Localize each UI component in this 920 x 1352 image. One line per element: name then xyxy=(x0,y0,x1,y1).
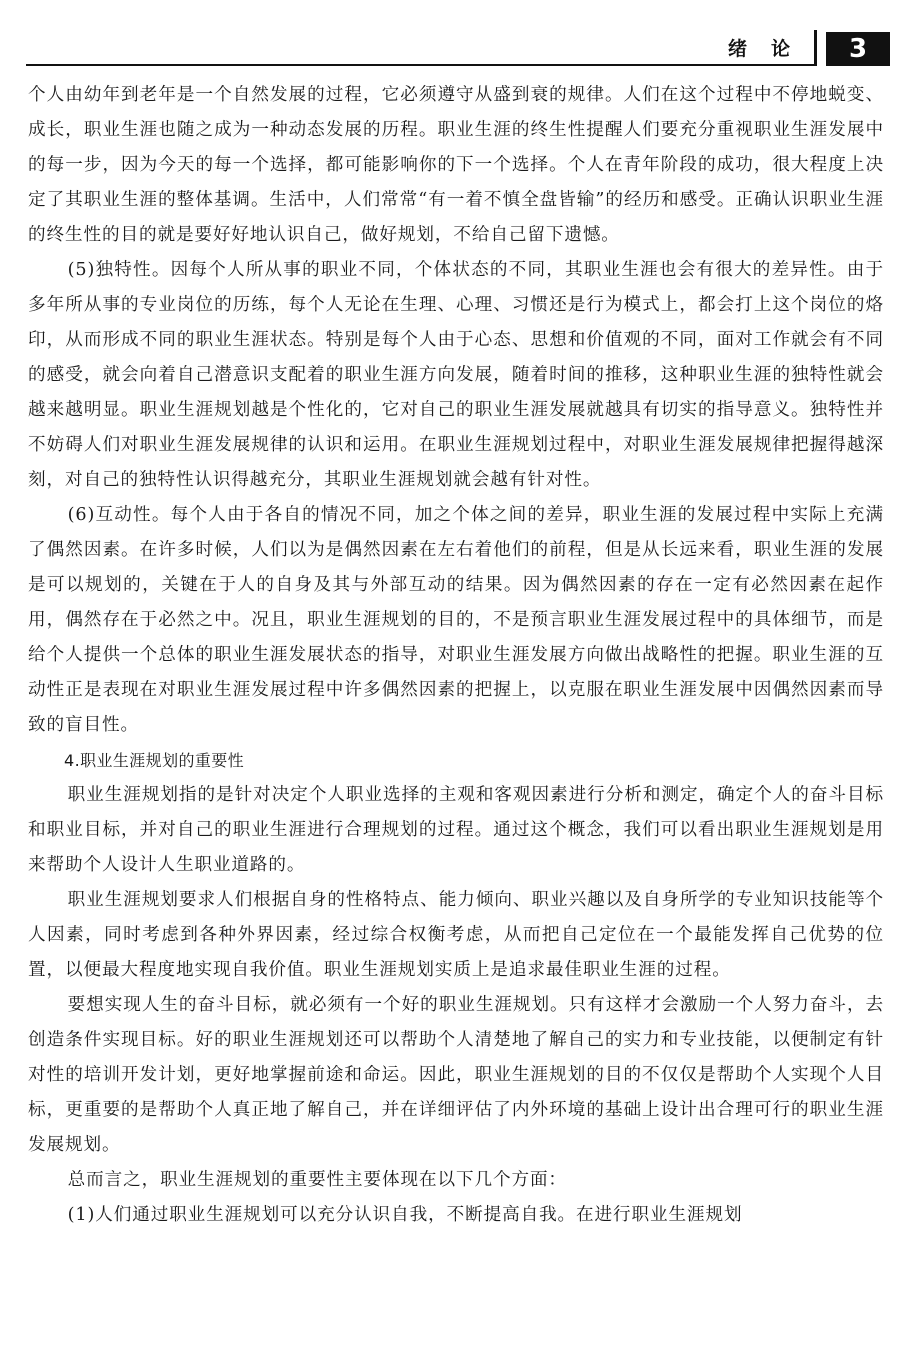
page-body xyxy=(28,78,884,1233)
header-vertical-bar xyxy=(814,30,817,66)
paragraph-goals: 要想实现人生的奋斗目标，就必须有一个好的职业生涯规划。只有这样才会激励一个人努力奋斗，去创造条件实现目标。好的职业生涯规划还可以帮助个人清楚地了解自己的实力和专业技能，以便制定有针对性的培训开发计划，更好地掌握前途和命运。因此，职业生涯规划的目的不仅仅是帮助个人实现个人目标，更重要的是帮助个人真正地了解自己，并在详细评估了内外环境的基础上设计出合理可行的职业生涯发展规划。 xyxy=(28,995,884,1155)
paragraph-continuation: 个人由幼年到老年是一个自然发展的过程，它必须遵守从盛到衰的规律。人们在这个过程中不停地蜕变、成长，职业生涯也随之成为一种动态发展的历程。职业生涯的终生性提醒人们要充分重视职业生涯发展中的每一步，因为今天的每一个选择，都可能影响你的下一个选择。个人在青年阶段的成功，很大程度上决定了其职业生涯的整体基调。生活中，人们常常“有一着不慎全盘皆输”的经历和感受。正确认识职业生涯的终生性的目的就是要好好地认识自己，做好规划，不给自己留下遗憾。 xyxy=(28,85,884,245)
page-number: 3 xyxy=(826,32,890,66)
page-header xyxy=(0,0,920,66)
header-divider xyxy=(26,64,814,66)
chapter-title: 绪论 xyxy=(727,38,814,60)
paragraph-definition: 职业生涯规划指的是针对决定个人职业选择的主观和客观因素进行分析和测定，确定个人的奋斗目标和职业目标，并对自己的职业生涯进行合理规划的过程。通过这个概念，我们可以看出职业生涯规划是用来帮助个人设计人生职业道路的。 xyxy=(28,785,884,875)
paragraph-requirements: 职业生涯规划要求人们根据自身的性格特点、能力倾向、职业兴趣以及自身所学的专业知识技能等个人因素，同时考虑到各种外界因素，经过综合权衡考虑，从而把自己定位在一个最能发挥自己优势的位置，以便最大程度地实现自我价值。职业生涯规划实质上是追求最佳职业生涯的过程。 xyxy=(28,890,884,980)
paragraph-interactivity: (6)互动性。每个人由于各自的情况不同，加之个体之间的差异，职业生涯的发展过程中实际上充满了偶然因素。在许多时候，人们以为是偶然因素在左右着他们的前程，但是从长远来看，职业生涯的发展是可以规划的，关键在于人的自身及其与外部互动的结果。因为偶然因素的存在一定有必然因素在起作用，偶然存在于必然之中。况且，职业生涯规划的目的，不是预言职业生涯发展过程中的具体细节，而是给个人提供一个总体的职业生涯发展状态的指导，对职业生涯发展方向做出战略性的把握。职业生涯的互动性正是表现在对职业生涯发展过程中许多偶然因素的把握上，以克服在职业生涯发展中因偶然因素而导致的盲目性。 xyxy=(28,505,884,735)
paragraph-point-1: (1)人们通过职业生涯规划可以充分认识自我，不断提高自我。在进行职业生涯规划 xyxy=(67,1205,743,1225)
section-heading: 4.职业生涯规划的重要性 xyxy=(64,751,245,770)
paragraph-summary: 总而言之，职业生涯规划的重要性主要体现在以下几个方面： xyxy=(67,1170,567,1190)
paragraph-uniqueness: (5)独特性。因每个人所从事的职业不同，个体状态的不同，其职业生涯也会有很大的差异性。由于多年所从事的专业岗位的历练，每个人无论在生理、心理、习惯还是行为模式上，都会打上这个岗位的烙印，从而形成不同的职业生涯状态。特别是每个人由于心态、思想和价值观的不同，面对工作就会有不同的感受，就会向着自己潜意识支配着的职业生涯方向发展，随着时间的推移，这种职业生涯的独特性就会越来越明显。职业生涯规划越是个性化的，它对自己的职业生涯发展就越具有切实的指导意义。独特性并不妨碍人们对职业生涯发展规律的认识和运用。在职业生涯规划过程中，对职业生涯发展规律把握得越深刻，对自己的独特性认识得越充分，其职业生涯规划就会越有针对性。 xyxy=(28,260,884,490)
